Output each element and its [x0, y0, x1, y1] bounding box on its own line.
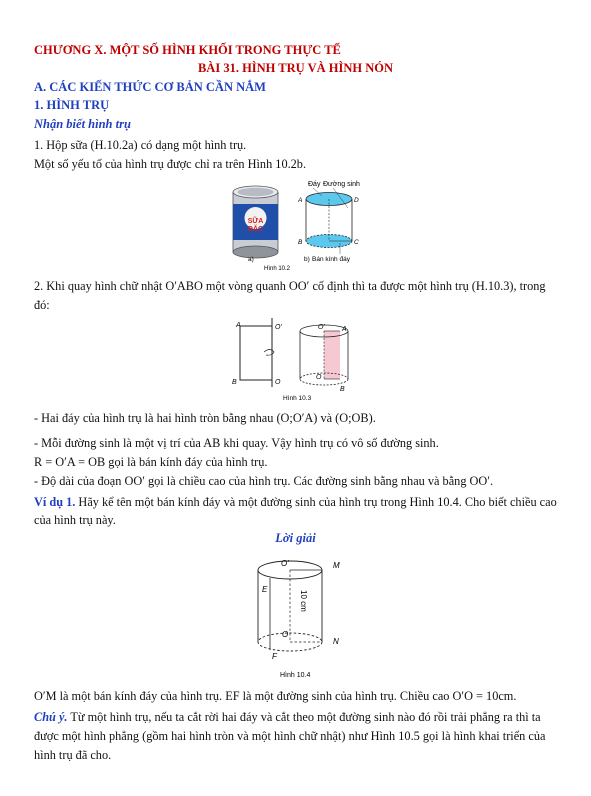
- paragraph-1: 1. Hộp sữa (H.10.2a) có dạng một hình trụ.: [34, 138, 247, 152]
- cylinder-diagram-b: [297, 181, 360, 263]
- fig103-point-a: A: [236, 322, 241, 329]
- fig103-cyl-b: B: [340, 386, 345, 393]
- milk-can-image: [233, 186, 278, 258]
- paragraph-3-line-1: 2. Khi quay hình chữ nhật O′ABO một vòng quanh OO′ cố định thì ta được một hình trụ (H.10.3), trong: [34, 279, 546, 293]
- bullet-4: - Độ dài của đoạn OO′ gọi là chiều cao của hình trụ. Các đường sinh bằng nhau và bằng OO′.: [34, 474, 494, 488]
- bullet-1: - Hai đáy của hình trụ là hai hình tròn bằng nhau (O;O′A) và (O;OB).: [34, 411, 376, 425]
- answer-text: O′M là một bán kính đáy của hình trụ. EF là một đường sinh của hình trụ. Chiều cao O′O = 10cm.: [34, 689, 517, 703]
- fig103-cyl-a: A: [342, 326, 347, 333]
- figure-10-3-caption: Hình 10.3: [283, 395, 312, 402]
- fig103-cyl-op: O': [318, 324, 325, 331]
- paragraph-2: Một số yếu tố của hình trụ được chỉ ra trên Hình 10.2b.: [34, 157, 307, 171]
- note-label: Chú ý.: [34, 710, 68, 724]
- note-text-1: Từ một hình trụ, nếu ta cắt rời hai đáy và cắt theo một đường sinh nào đó rồi trải phẳng ra thì ta: [67, 710, 541, 724]
- lesson-title: BÀI 31. HÌNH TRỤ VÀ HÌNH NÓN: [197, 61, 394, 75]
- label-day: Đáy: [308, 181, 321, 188]
- section-a-heading: A. CÁC KIẾN THỨC CƠ BẢN CẦN NẮM: [34, 80, 266, 94]
- fig104-height-label: 10 cm: [299, 590, 308, 612]
- figure-10-3: [226, 314, 364, 404]
- note-line-2: được một hình phẳng (gồm hai hình tròn và một hình chữ nhật) như Hình 10.5 gọi là hình khai triển của: [34, 729, 546, 743]
- paragraph-3-line-2: đó:: [34, 298, 50, 312]
- fig103-point-o: O: [275, 379, 281, 386]
- fig103-cyl-o: O: [316, 374, 322, 381]
- point-c: C: [354, 239, 359, 246]
- figure-10-2: [226, 174, 366, 272]
- example-1-label: Ví dụ 1.: [34, 495, 76, 509]
- example-1-line-1: [34, 496, 557, 508]
- point-d: D: [354, 197, 359, 204]
- fig104-point-n: N: [333, 637, 339, 646]
- solution-heading: Lời giải: [275, 531, 316, 545]
- rectangle-rotation-diagram: [232, 318, 282, 387]
- example-1-text: Hãy kể tên một bán kính đáy và một đường sinh của hình trụ trong Hình 10.4. Cho biết chiều cao: [75, 495, 557, 509]
- cylinder-diagram-103: [300, 324, 348, 393]
- label-a: a): [248, 256, 254, 263]
- label-duong-sinh: Đường sinh: [323, 181, 360, 188]
- figure-10-2-caption: Hình 10.2: [264, 266, 291, 272]
- fig104-point-m: M: [333, 561, 340, 570]
- point-b: B: [298, 239, 303, 246]
- label-ban-kinh: Bán kính đáy: [312, 256, 350, 263]
- point-a: A: [298, 197, 303, 204]
- fig104-point-op: O': [281, 559, 289, 568]
- section-1-heading: 1. HÌNH TRỤ: [34, 98, 110, 112]
- can-text-2: ĐẶC: [247, 226, 264, 233]
- fig104-point-f: F: [272, 652, 277, 661]
- fig104-point-e: E: [262, 585, 268, 594]
- can-text-1: SỮA: [247, 218, 264, 225]
- note-line-1: [34, 711, 541, 723]
- figure-10-4-caption: Hình 10.4: [280, 672, 311, 679]
- fig104-point-o: O: [282, 630, 289, 639]
- label-b: b): [304, 256, 310, 263]
- fig103-point-b: B: [232, 379, 237, 386]
- fig103-point-op: O': [275, 324, 282, 331]
- bullet-3: R = O′A = OB gọi là bán kính đáy của hình trụ.: [34, 455, 268, 469]
- figure-10-4: [240, 546, 360, 682]
- cylinder-diagram-104: [258, 559, 340, 661]
- note-line-3: hình trụ đã cho.: [34, 748, 112, 762]
- bullet-2: - Mỗi đường sinh là một vị trí của AB khi quay. Vậy hình trụ có vô số đường sinh.: [34, 436, 439, 450]
- subsection-heading: Nhận biết hình trụ: [34, 117, 131, 131]
- example-1-line-2: của hình trụ này.: [34, 513, 116, 527]
- chapter-title: CHƯƠNG X. MỘT SỐ HÌNH KHỐI TRONG THỰC TẾ: [34, 43, 341, 57]
